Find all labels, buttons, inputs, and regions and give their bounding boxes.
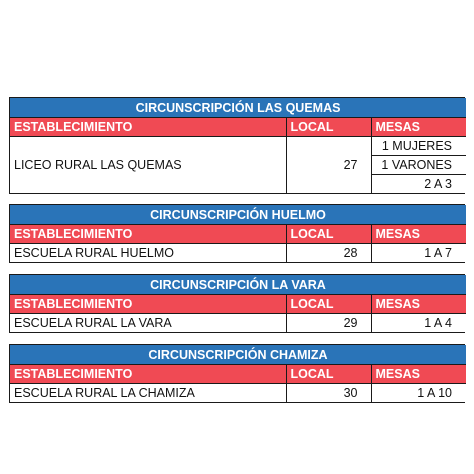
header-establecimiento: ESTABLECIMIENTO	[10, 295, 286, 314]
cell-mesa: 1 A 10	[371, 384, 466, 403]
cell-mesa: 1 A 4	[371, 314, 466, 333]
table-row	[10, 244, 466, 263]
header-mesas: MESAS	[371, 295, 466, 314]
cell-establecimiento: LICEO RURAL LAS QUEMAS	[10, 137, 286, 194]
cell-local: 27	[286, 137, 371, 194]
circunscripciones-tables	[9, 97, 465, 403]
cell-local: 28	[286, 244, 371, 263]
header-local: LOCAL	[286, 365, 371, 384]
table-chamiza	[10, 345, 466, 402]
header-mesas: MESAS	[371, 365, 466, 384]
header-establecimiento: ESTABLECIMIENTO	[10, 365, 286, 384]
cell-establecimiento: ESCUELA RURAL LA CHAMIZA	[10, 384, 286, 403]
block-las-quemas	[9, 97, 465, 194]
table-la-vara	[10, 275, 466, 332]
header-local: LOCAL	[286, 295, 371, 314]
cell-mesa: 2 A 3	[371, 175, 466, 194]
block-huelmo	[9, 204, 465, 263]
table-row	[10, 314, 466, 333]
cell-local: 29	[286, 314, 371, 333]
table-las-quemas	[10, 98, 466, 193]
cell-local: 30	[286, 384, 371, 403]
header-establecimiento: ESTABLECIMIENTO	[10, 118, 286, 137]
table-row	[10, 384, 466, 403]
block-chamiza	[9, 344, 465, 403]
block-title: CIRCUNSCRIPCIÓN LA VARA	[10, 275, 466, 295]
block-title: CIRCUNSCRIPCIÓN HUELMO	[10, 205, 466, 225]
block-la-vara	[9, 274, 465, 333]
block-title: CIRCUNSCRIPCIÓN LAS QUEMAS	[10, 98, 466, 118]
cell-mesa: 1 MUJERES	[371, 137, 466, 156]
header-mesas: MESAS	[371, 118, 466, 137]
table-huelmo	[10, 205, 466, 262]
cell-establecimiento: ESCUELA RURAL HUELMO	[10, 244, 286, 263]
table-row	[10, 137, 466, 156]
cell-establecimiento: ESCUELA RURAL LA VARA	[10, 314, 286, 333]
cell-mesa: 1 A 7	[371, 244, 466, 263]
header-establecimiento: ESTABLECIMIENTO	[10, 225, 286, 244]
header-mesas: MESAS	[371, 225, 466, 244]
header-local: LOCAL	[286, 225, 371, 244]
cell-mesa: 1 VARONES	[371, 156, 466, 175]
header-local: LOCAL	[286, 118, 371, 137]
block-title: CIRCUNSCRIPCIÓN CHAMIZA	[10, 345, 466, 365]
